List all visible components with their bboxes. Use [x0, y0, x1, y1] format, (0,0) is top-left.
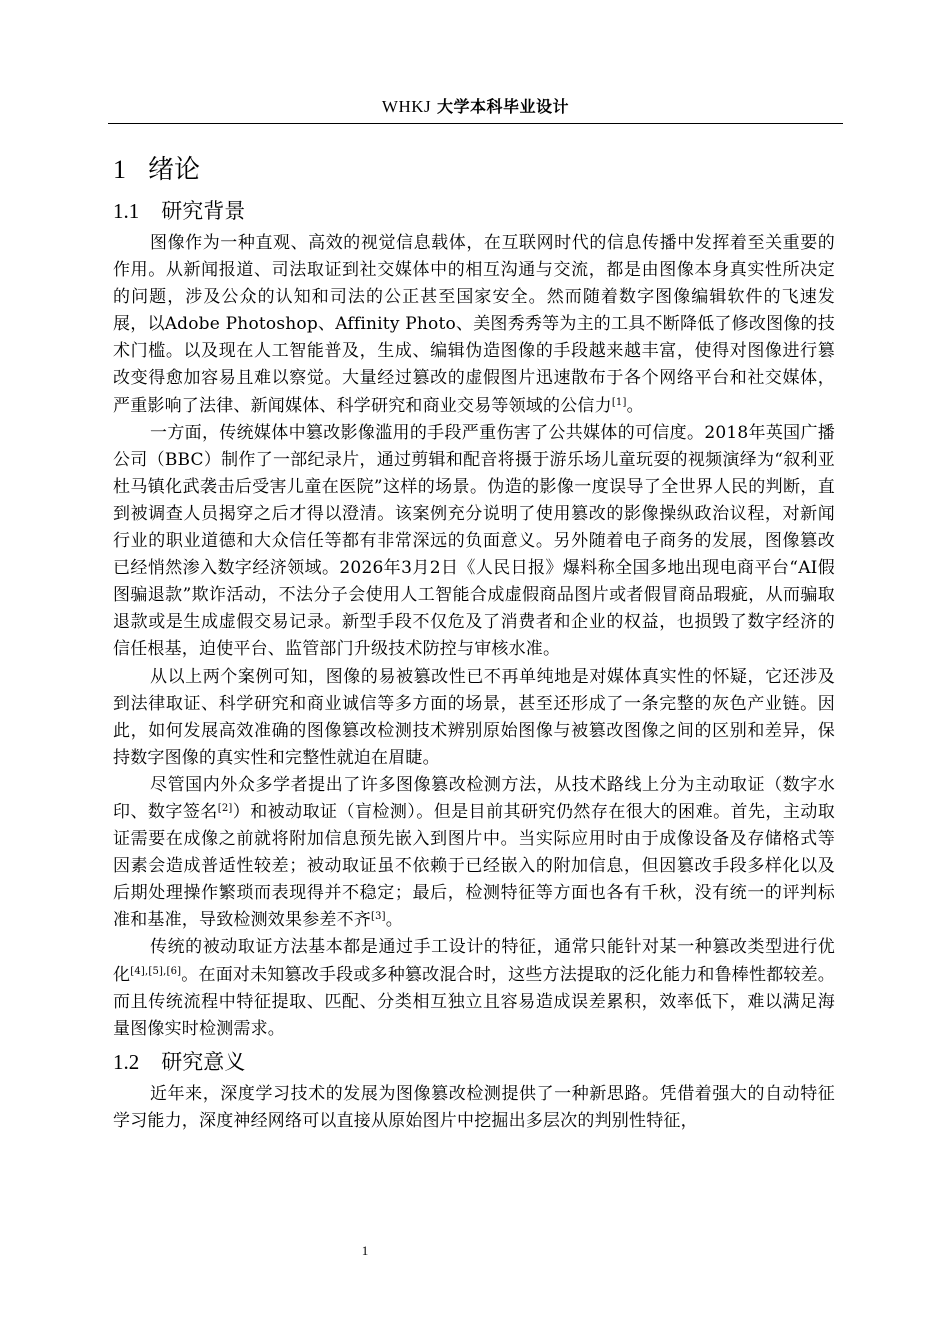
paragraph-text: 。: [626, 395, 644, 416]
citation: [2]: [217, 802, 233, 814]
paragraph-text: ）和被动取证（盲检测）。但是目前其研究仍然存在很大的困难。首先，主动取证需要在成像之前就将附加信息预先嵌入到图片中。当实际应用时由于成像设备及存储格式等因素会造成普适性较差；被动取证虽不依赖于已经嵌入的附加信息，但因篡改手段多样化以及后期处理操作繁琐而表现得并不稳定；最后，检测特征等方面也各有千秋，没有统一的评判标准和基准，导致检测效果参差不齐: [113, 801, 836, 931]
paragraph: [113, 772, 835, 935]
chapter-title: 绪论: [148, 155, 201, 185]
paragraph-text: 近年来，深度学习技术的发展为图像篡改检测提供了一种新思路。凭借着强大的自动特征学习能力，深度神经网络可以直接从原始图片中挖掘出多层次的判别性特征，: [113, 1083, 835, 1131]
citation: [1]: [611, 396, 627, 408]
paragraph-text: 尽管国内外众多学者提出了许多图像篡改检测方法，从技术路线上分为主动取证（数字水印、数字签名: [113, 774, 835, 822]
paragraph: [113, 934, 835, 1042]
paragraph-text: 一方面，传统媒体中篡改影像滥用的手段严重伤害了公共媒体的可信度。2018年英国广播公司（BBC）制作了一部纪录片，通过剪辑和配音将摄于游乐场儿童玩耍的视频演绎为“叙利亚杜马镇化武袭击后受害儿童在医院”这样的场景。伪造的影像一度误导了全世界人民的判断，直到被调查人员揭穿之后才得以澄清。该案例充分说明了使用篡改的影像操纵政治议程，对新闻行业的职业道德和大众信任等都有非常深远的负面意义。另外随着电子商务的发展，图像篡改已经悄然渗入数字经济领域。2026年3月2日《人民日报》爆料称全国多地出现电商平台“AI假图骗退款”欺诈活动，不法分子会使用人工智能合成虚假商品图片或者假冒商品瑕疵，从而骗取退款或是生成虚假交易记录。新型手段不仅危及了消费者和企业的权益，也损毁了数字经济的信任根基，迫使平台、监管部门升级技术防控与审核水准。: [113, 422, 835, 660]
section-number: 1.1: [113, 199, 140, 223]
section-number: 1.2: [113, 1049, 140, 1074]
paragraph-text: 图像作为一种直观、高效的视觉信息载体，在互联网时代的信息传播中发挥着至关重要的作用。从新闻报道、司法取证到社交媒体中的相互沟通与交流，都是由图像本身真实性所决定的问题，涉及公众的认知和司法的公正甚至国家安全。然而随着数字图像编辑软件的飞速发展，以Adobe Photoshop、Affinity Photo、美图秀秀等为主的工具不断降低了修改图像的技术门槛。以及现在人工智能普及，生成、编辑伪造图像的手段越来越丰富，使得对图像进行篡改变得愈加容易且难以察觉。大量经过篡改的虚假图片迅速散布于各个网络平台和社交媒体，严重影响了法律、新闻媒体、科学研究和商业交易等领域的公信力: [113, 233, 835, 416]
section-title: 研究背景: [161, 199, 246, 223]
section-title: 研究意义: [161, 1049, 246, 1074]
chapter-heading: [113, 148, 835, 192]
section-heading: [113, 1043, 835, 1081]
citation: [3]: [371, 911, 386, 923]
header-title: 大学本科毕业设计: [437, 97, 570, 116]
paragraph-text: 传统的被动取证方法基本都是通过手工设计的特征，通常只能针对某一种篡改类型进行优化: [113, 937, 835, 985]
paragraph-text: 。在面对未知篡改手段或多种篡改混合时，这些方法提取的泛化能力和鲁棒性都较差。而且传统流程中特征提取、匹配、分类相互独立且容易造成误差累积，效率低下，难以满足海量图像实时检测需求。: [113, 964, 836, 1039]
paragraph: [113, 1081, 835, 1135]
page-number: 1: [361, 1243, 369, 1258]
header-brand: WHKJ: [381, 97, 432, 116]
paragraph-text: 。: [385, 910, 403, 931]
paragraph-text: 从以上两个案例可知，图像的易被篡改性已不再单纯地是对媒体真实性的怀疑，它还涉及到法律取证、科学研究和商业诚信等多方面的场景，甚至还形成了一条完整的灰色产业链。因此，如何发展高效准确的图像篡改检测技术辨别原始图像与被篡改图像之间的区别和差异，保持数字图像的真实性和完整性就迫在眉睫。: [113, 666, 835, 768]
paragraph: [113, 420, 835, 664]
paragraph: [113, 230, 835, 420]
page-header: [108, 94, 843, 117]
chapter-number: 1: [113, 155, 126, 184]
page-content: [113, 148, 835, 1135]
paragraph: [113, 664, 835, 772]
citation: [4],[5],[6]: [130, 965, 182, 977]
header-rule: [108, 123, 843, 124]
section-heading: [113, 192, 835, 230]
